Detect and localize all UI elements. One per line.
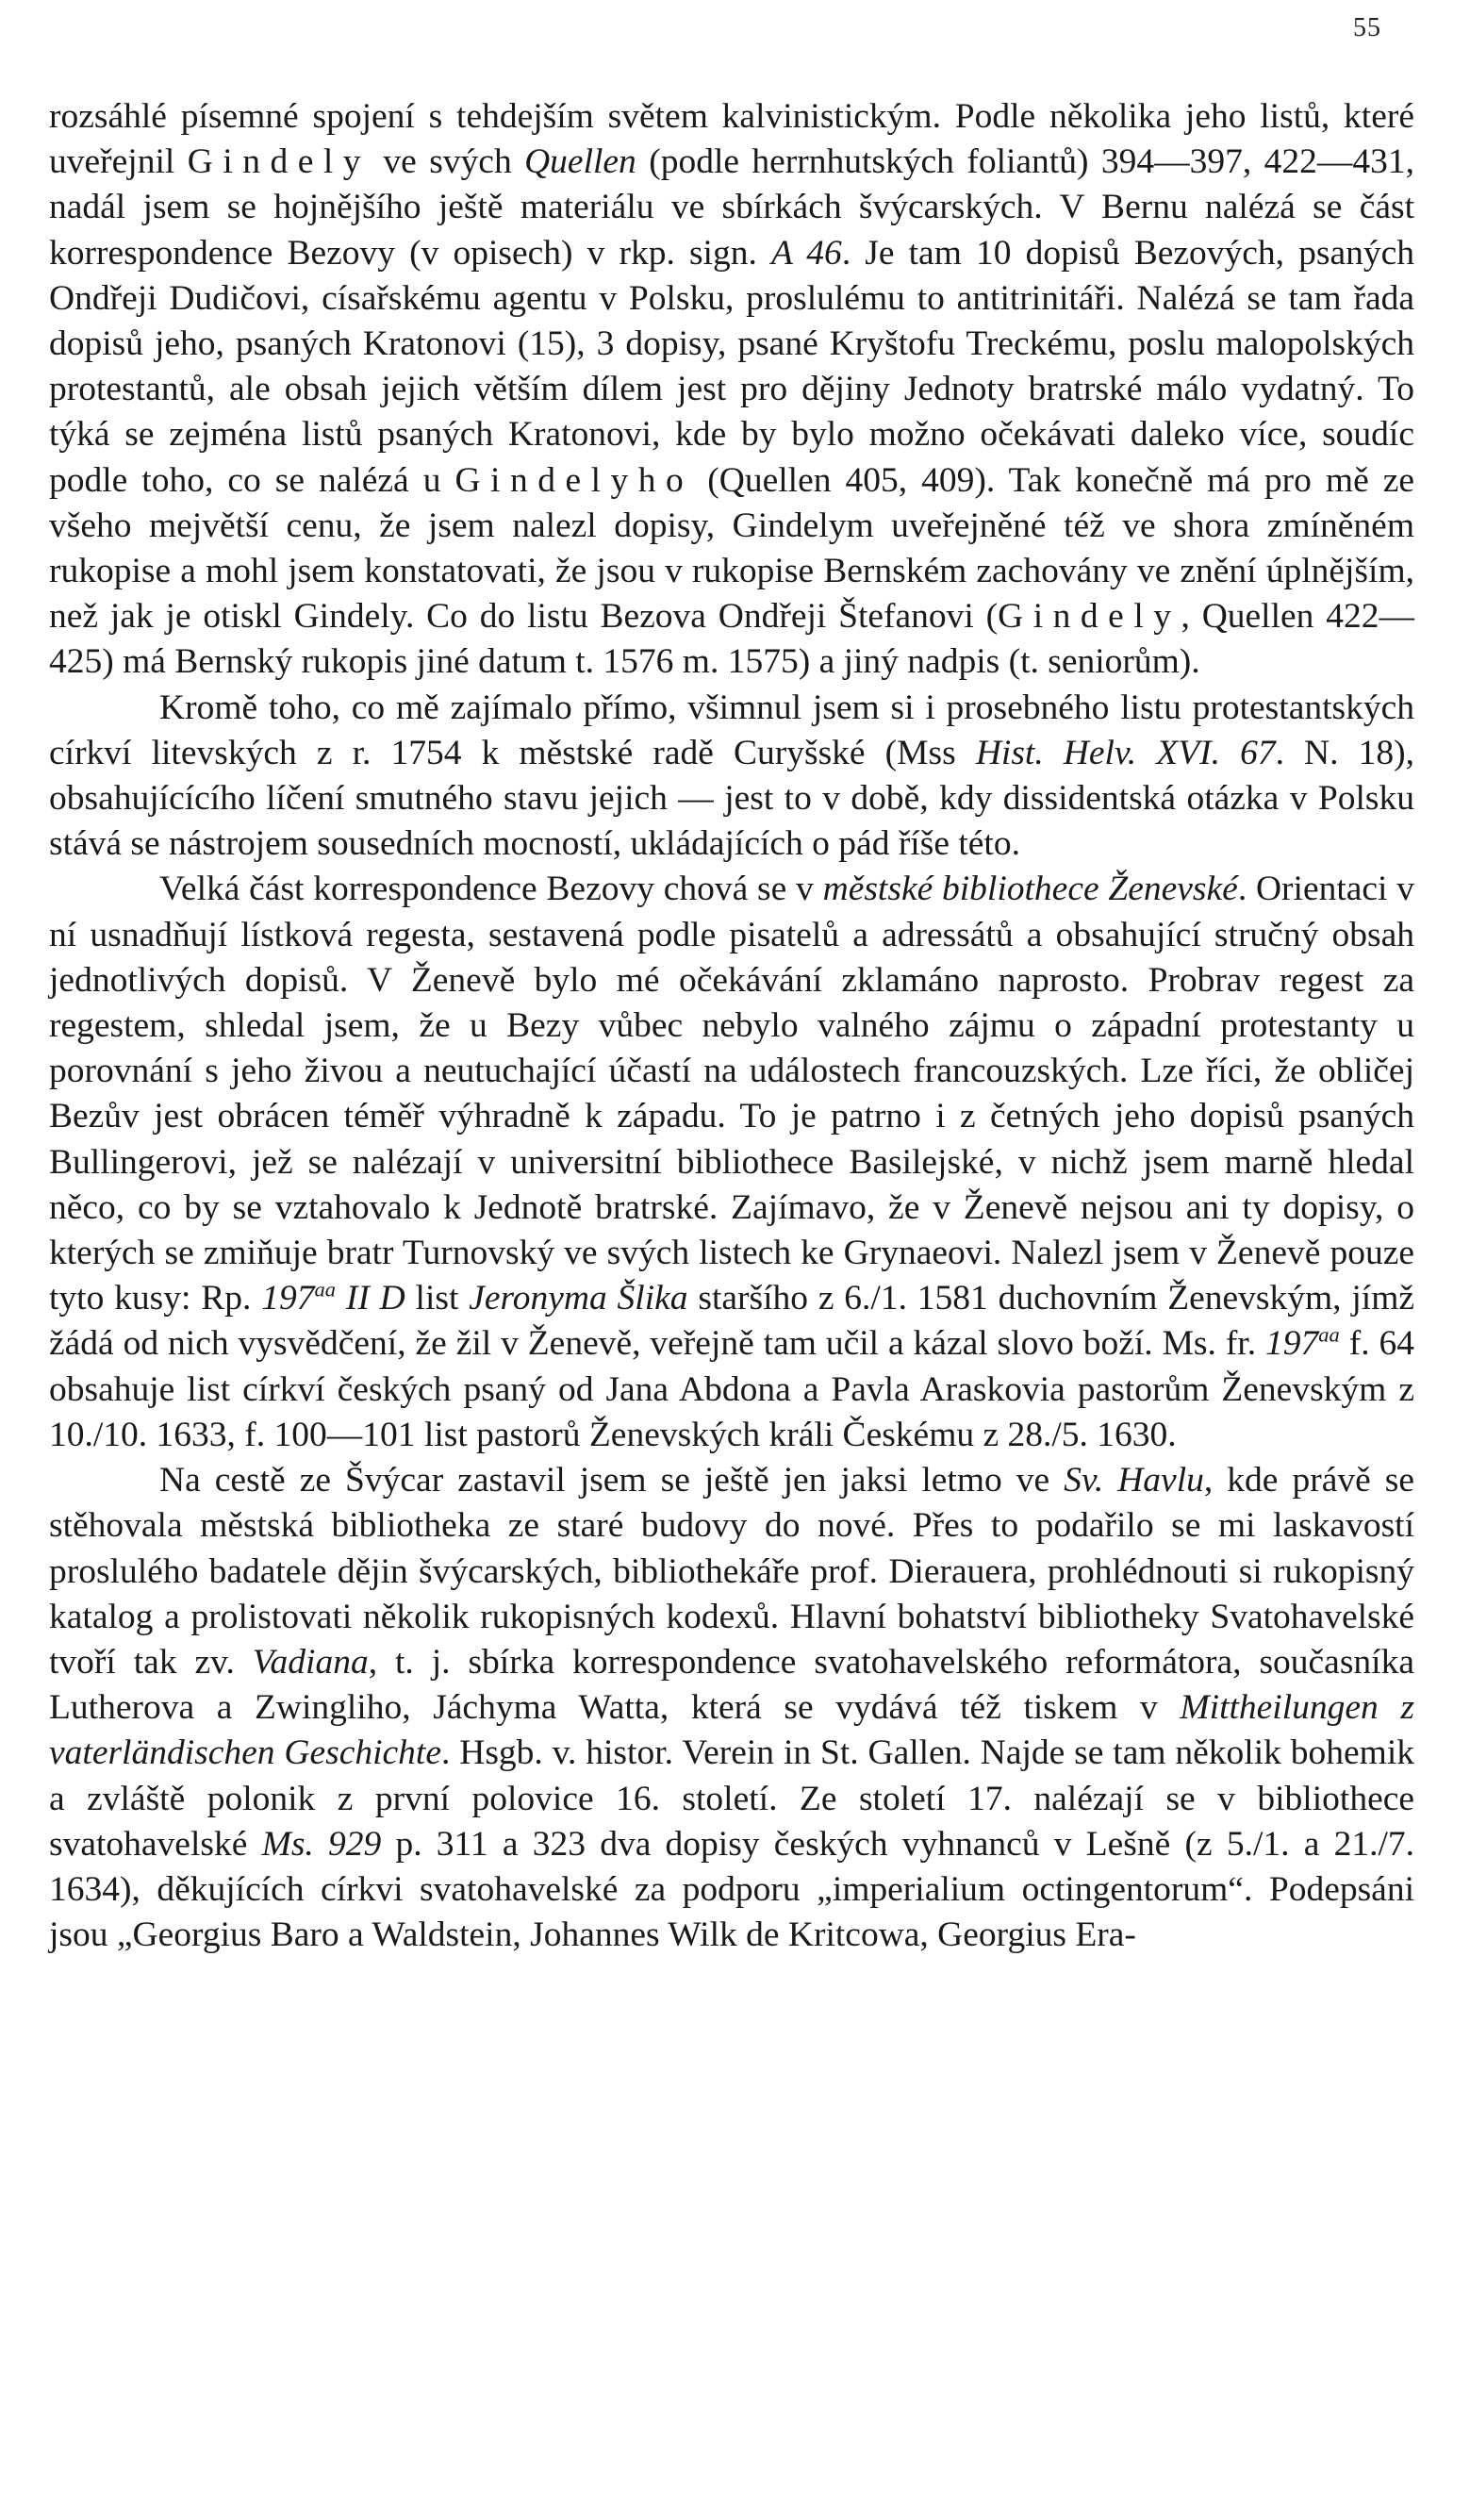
italic-text: A 46	[770, 233, 842, 273]
text-run: staršího z 6./1. 1581 duchovním Ženevským, jímž žádá od nich vysvědčení, že žil v Ženevě, veřejně tam učil a kázal slovo boží. Ms. fr.	[49, 1279, 1415, 1364]
superscript: aa	[1318, 1322, 1340, 1347]
italic-text: Vadiana	[252, 1642, 369, 1682]
text-run: Velká část korrespondence Bezovy chová se v	[159, 870, 823, 909]
paragraph	[49, 686, 1414, 868]
text-run: Kromě toho, co mě zajímalo přímo, všimnul jsem si i prosebného listu protestantských církví litevských z r. 1754 k městské radě Curyšské (Mss	[49, 688, 1414, 772]
text-run: , t. j. sbírka korrespondence svatohavelského reformátora, současníka Lutherova a Zwingliho, Jáchyma Watta, která se vydává též tiskem v	[49, 1642, 1414, 1728]
page-text	[49, 94, 1414, 1958]
italic-text: městské bibliothece Ženevské	[822, 870, 1238, 909]
italic-text: Mittheilungen z vaterländischen Geschichte	[49, 1688, 1414, 1773]
italic-text: II D	[345, 1279, 405, 1318]
paragraph	[49, 94, 1414, 686]
text-run: f. 64 obsahuje list církví českých psaný od Jana Abdona a Pavla Araskovia pastorům Ženevským z 10./10. 1633, f. 100—101 list pastorů Ženevských králi Českému z 28./5. 1630.	[49, 1324, 1414, 1454]
italic-text: Sv. Havlu	[1064, 1461, 1204, 1500]
text-run: . Hsgb. v. histor. Verein in St. Gallen. Najde se tam několik bohemik a zvláště polonik z první polovice 16. století. Ze století 17. nalézají se v bibliothece svatohavelské	[49, 1733, 1414, 1864]
text-run: Na cestě ze Švýcar zastavil jsem se ještě jen jaksi letmo ve	[159, 1461, 1065, 1500]
text-run: , Quellen 422—425) má Bernský rukopis jiné datum t. 1576 m. 1575) a jiný nadpis (t. seniorům).	[49, 597, 1414, 682]
spaced-name: Gindely	[187, 142, 372, 182]
italic-text: 197	[261, 1279, 315, 1318]
text-run: . N. 18), obsahujícícího líčení smutného stavu jejich — jest to v době, kdy dissidentská otázka v Polsku stává se nástrojem sousedních mocností, ukládajících o pád říše této.	[49, 733, 1414, 864]
text-run: p. 311 a 323 dva dopisy českých vyhnanců v Lešně (z 5./1. a 21./7. 1634), děkujících církvi svatohavelské za podporu „imperialium octingentorum“. Podepsáni jsou „Georgius Baro a Waldstein, Johannes Wilk de Kritcowa, Georgius Era-	[49, 1824, 1414, 1955]
spaced-name: Gindely	[998, 597, 1181, 637]
paragraph	[49, 1458, 1414, 1958]
text-run: . Orientaci v ní usnadňují lístková regesta, sestavená podle pisatelů a adressátů a obsahující stručný obsah jednotlivých dopisů. V Ženevě bylo mé očekávání zklamáno naprosto. Probrav regest za regestem, shledal jsem, že u Bezy vůbec nebylo valného zájmu o západní protestanty u porovnání s jeho živou a neutuchající účastí na událostech francouzských. Lze říci, že obličej Bezův jest obrácen téměř výhradně k západu. To je patrno i z četných jeho dopisů psaných Bullingerovi, jež se nalézají v universitní bibliothece Basilejské, v nichž jsem marně hledal něco, co by se vztahovalo k Jednotě bratrské. Zajímavo, že v Ženevě nejsou ani ty dopisy, o kterých se zmiňuje bratr Turnovský ve svých listech ke Grynaeovi. Nalezl jsem v Ženevě pouze tyto kusy: Rp.	[49, 870, 1414, 1318]
text-run: rozsáhlé písemné spojení s tehdejším světem kalvinistickým. Podle několika jeho listů, které uveřejnil	[49, 97, 1414, 182]
text-run	[336, 1279, 346, 1318]
text-run: list	[405, 1279, 470, 1318]
text-run: ve svých	[371, 142, 525, 182]
italic-text: Ms. 929	[261, 1824, 382, 1864]
text-run: , kde právě se stěhovala městská bibliotheka ze staré budovy do nové. Přes to podařilo se mi laskavostí proslulého badatele dějin švýcarských, bibliothekáře prof. Dierauera, prohlédnouti si rukopisný katalog a prolistovati několik rukopisných kodexů. Hlavní bohatství bibliotheky Svatohavelské tvoří tak zv.	[49, 1461, 1414, 1682]
page-number: 55	[1353, 13, 1381, 42]
paragraph	[49, 867, 1414, 1458]
text-run: . Je tam 10 dopisů Bezových, psaných Ondřeji Dudičovi, císařskému agentu v Polsku, proslulému to antitrinitáři. Nalézá se tam řada dopisů jeho, psaných Kratonovi (15), 3 dopisy, psané Kryštofu Treckému, poslu malopolských protestantů, ale obsah jejich větším dílem jest pro dějiny Jednoty bratrské málo vydatný. To týká se zejména listů psaných Kratonovi, kde by bylo možno očekávati daleko více, soudíc podle toho, co se nalézá u	[49, 233, 1415, 500]
spaced-name: Gindelyho	[454, 460, 694, 500]
text-run: (podle herrnhutských foliantů) 394—397, 422—431, nadál jsem se hojnějšího ještě materiálu ve sbírkách švýcarských. V Bernu nalézá se část korrespondence Bezovy (v opisech) v rkp. sign.	[49, 142, 1414, 273]
italic-text: 197	[1265, 1324, 1319, 1364]
italic-text: Jeronyma Šlika	[469, 1279, 688, 1318]
text-run: (Quellen 405, 409). Tak konečně má pro mě ze všeho mejvětší cenu, že jsem nalezl dopisy, Gindelym uveřejněné též ve shora zmíněném rukopise a mohl jsem konstatovati, že jsou v rukopise Bernském zachovány ve znění úplnějším, než jak je otiskl Gindely. Co do listu Bezova Ondřeji Štefanovi (	[49, 460, 1414, 637]
superscript: aa	[314, 1277, 336, 1301]
italic-text: Quellen	[524, 142, 636, 182]
italic-text: Hist. Helv. XVI. 67	[975, 733, 1276, 772]
